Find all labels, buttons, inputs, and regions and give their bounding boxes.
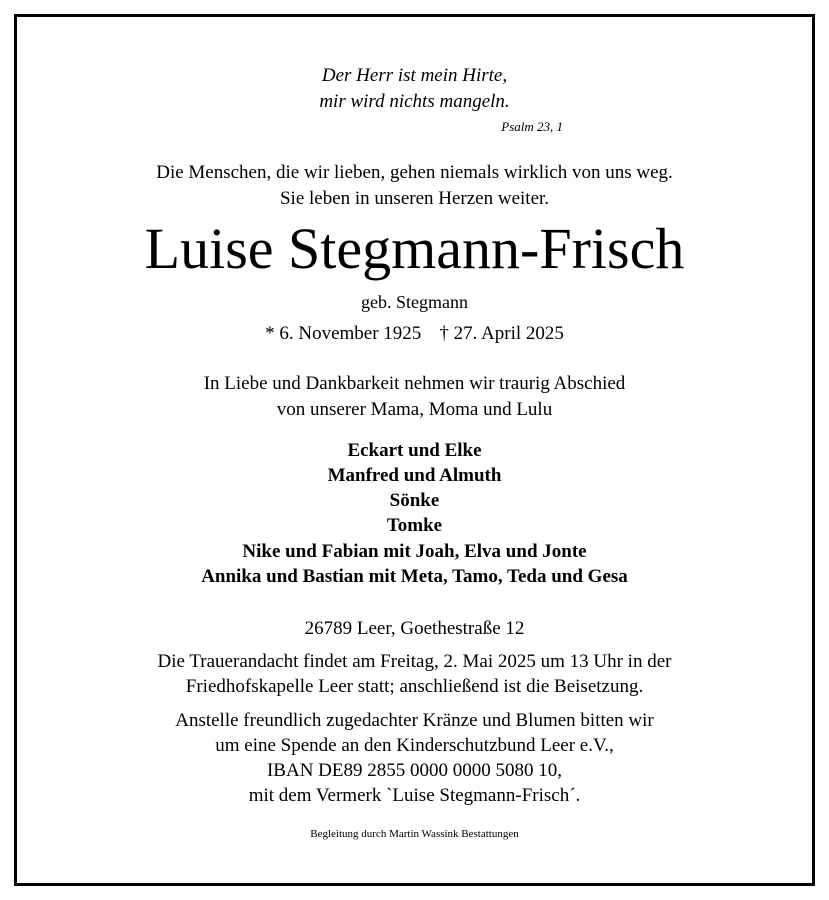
farewell-line-1: In Liebe und Dankbarkeit nehmen wir traurig Abschied [203,373,626,394]
funeral-home-credit: Begleitung durch Martin Wassink Bestattungen [310,828,519,840]
intro-line-1: Die Menschen, die wir lieben, gehen niemals wirklich von uns weg. [156,162,673,183]
donation-line-3: IBAN DE89 2855 0000 0000 5080 10, [266,760,563,781]
donation-line-4: mit dem Vermerk `Luise Stegmann-Frisch´. [248,785,581,806]
deceased-name: Luise Stegmann-Frisch [144,216,685,281]
born-name: geb. Stegmann [361,292,468,312]
mourner-line: Annika und Bastian mit Meta, Tamo, Teda und Gesa [201,566,628,587]
mourner-line: Tomke [386,515,443,536]
service-line-2: Friedhofskapelle Leer statt; anschließend ist die Beisetzung. [185,676,644,697]
donation-line-1: Anstelle freundlich zugedachter Kränze und Blumen bitten wir [175,710,654,731]
intro-line-2: Sie leben in unseren Herzen weiter. [279,188,550,209]
address: 26789 Leer, Goethestraße 12 [304,618,525,639]
life-dates [0,324,829,343]
mourner-line: Sönke [389,490,440,511]
mourner-line: Eckart und Elke [347,440,482,461]
motto-line-1: Der Herr ist mein Hirte, [321,65,508,86]
birth-date: * 6. November 1925 [265,323,422,344]
motto-line-2: mir wird nichts mangeln. [319,91,510,112]
mourner-line: Nike und Fabian mit Joah, Elva und Jonte [242,541,587,562]
mourner-line: Manfred und Almuth [327,465,502,486]
motto-source: Psalm 23, 1 [501,119,563,134]
death-date: † 27. April 2025 [439,323,564,344]
farewell-line-2: von unserer Mama, Moma und Lulu [276,399,553,420]
donation-line-2: um eine Spende an den Kinderschutzbund Leer e.V., [215,735,614,756]
service-line-1: Die Trauerandacht findet am Freitag, 2. Mai 2025 um 13 Uhr in der [157,651,672,672]
